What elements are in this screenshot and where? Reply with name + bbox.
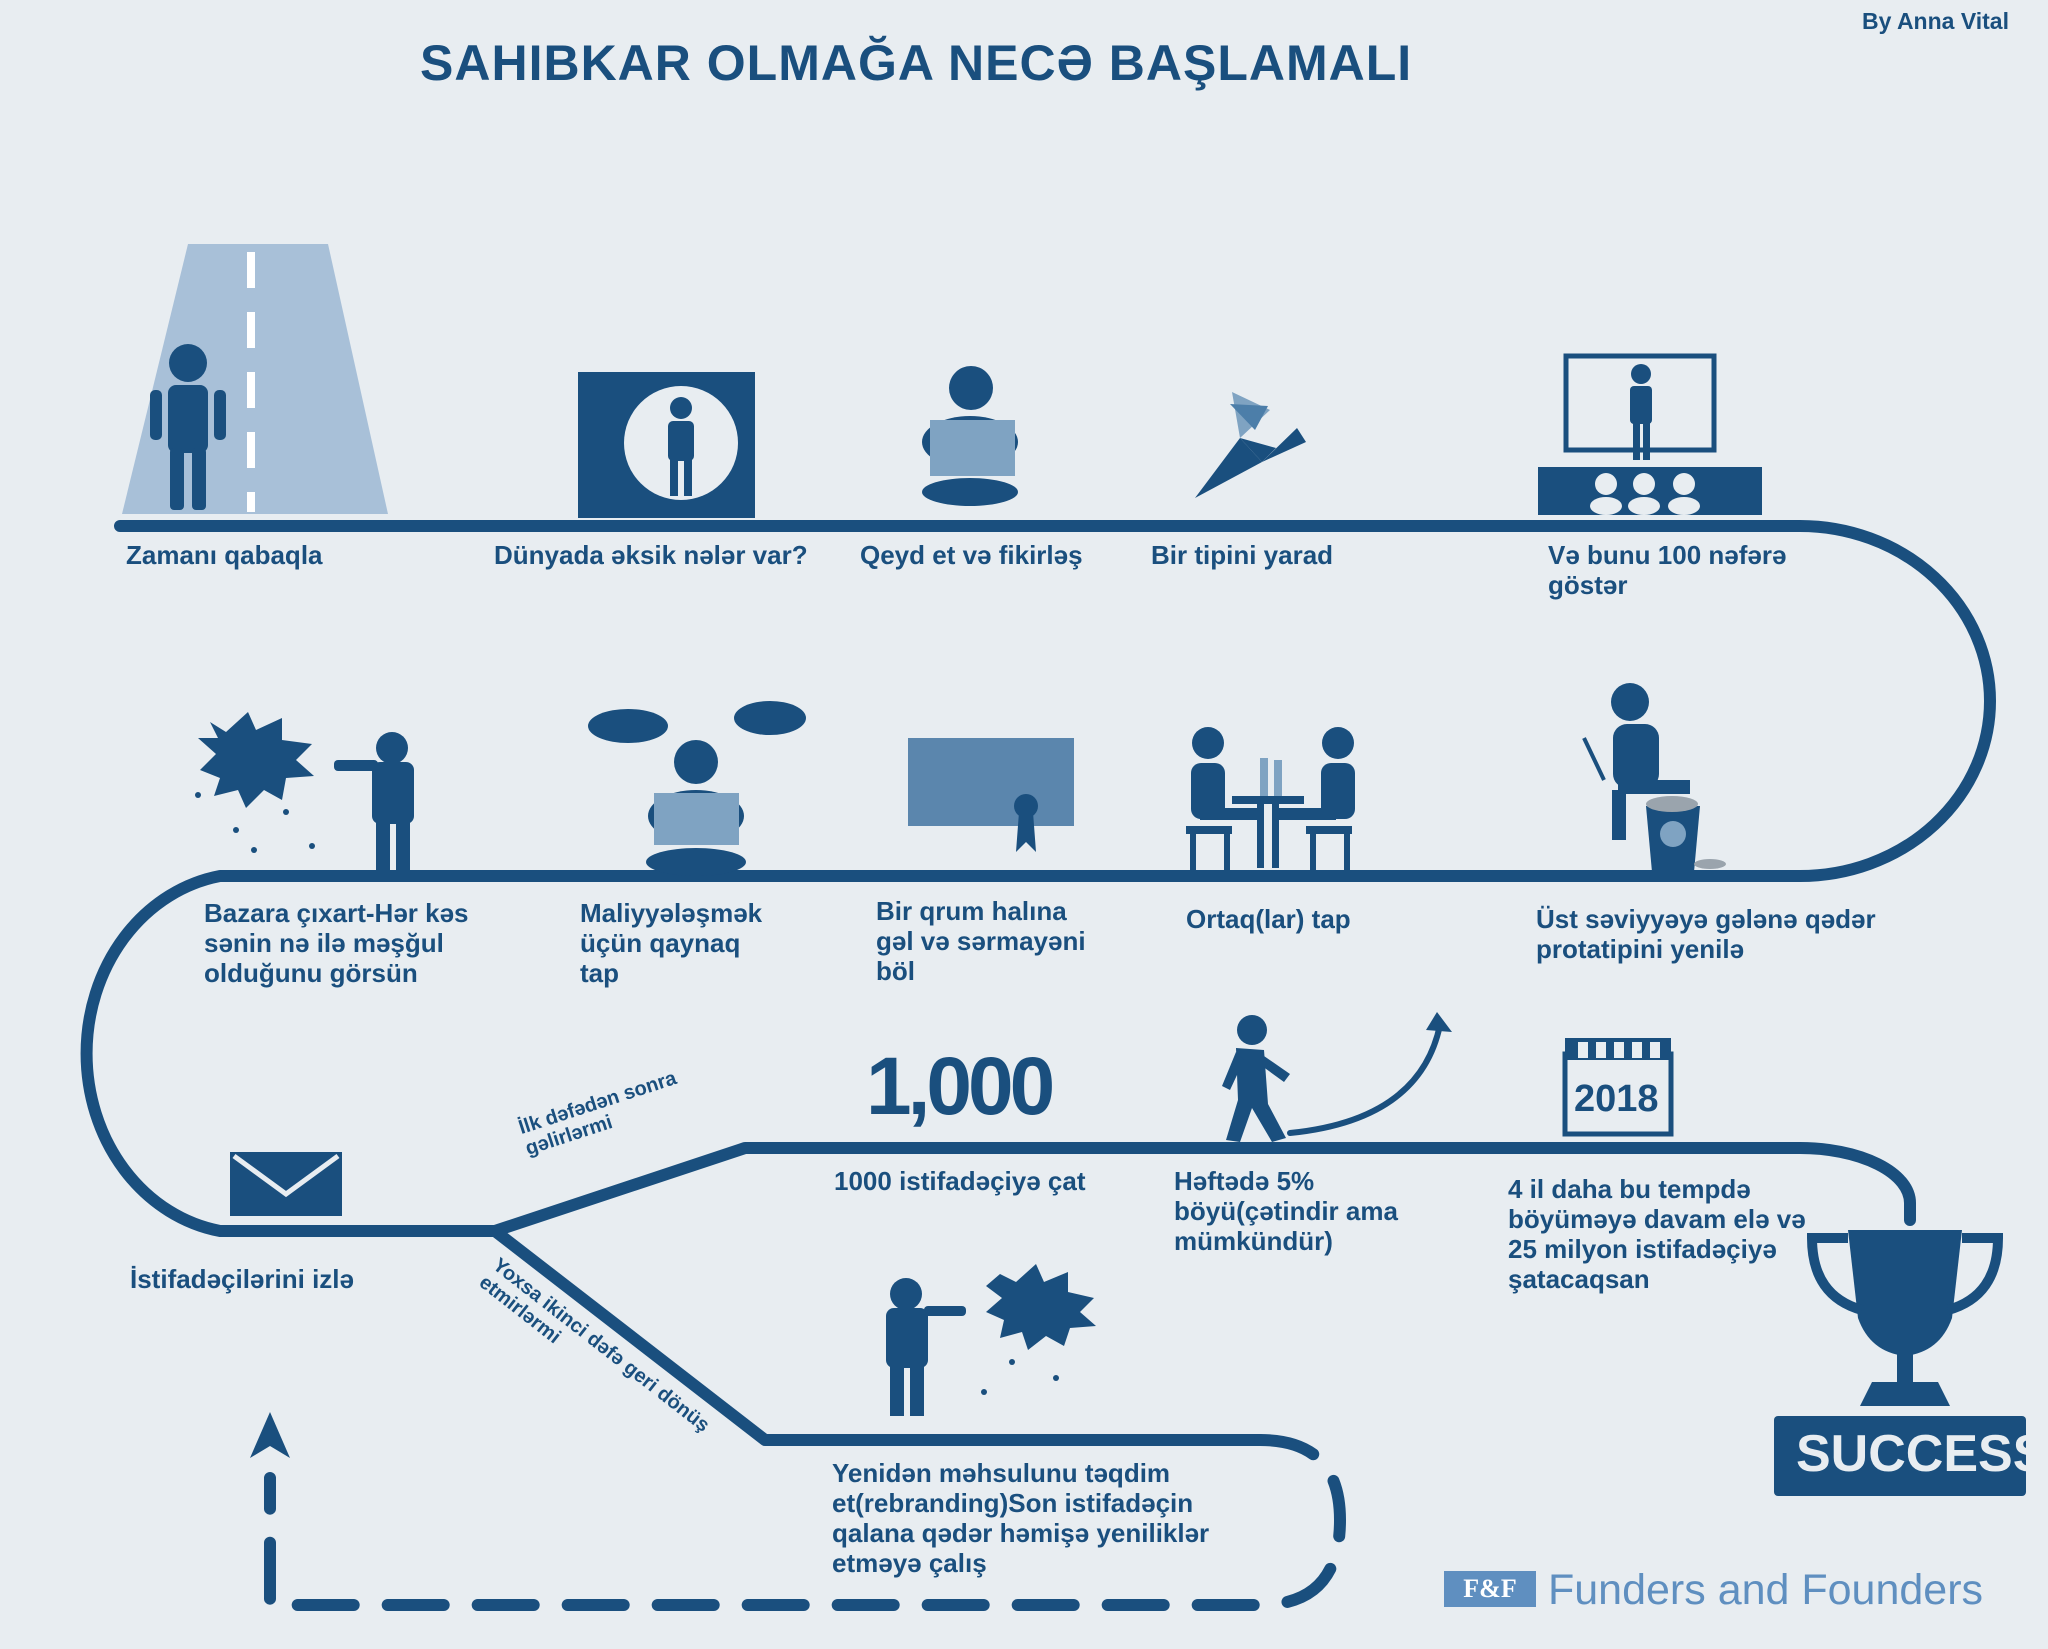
partners-table-icon xyxy=(1186,727,1355,870)
road-icon xyxy=(122,244,388,514)
growth-arrow-head-icon xyxy=(1426,1012,1452,1032)
person-laptop-icon xyxy=(922,366,1018,506)
step-2-label: Dünyada əksik nələr var? xyxy=(494,540,808,570)
step-12-label: 1000 istifadəçiyə çat xyxy=(834,1166,1086,1196)
step-4-label: Bir tipini yarad xyxy=(1151,540,1334,570)
step-14-label: 4 il daha bu tempdə böyüməyə davam elə və 25 milyon istifadəçiyə şatacaqsan xyxy=(1508,1174,1806,1294)
calendar-year: 2018 xyxy=(1574,1078,1659,1120)
explosion-pointing-person-icon-2 xyxy=(886,1264,1096,1416)
step-15-label: Yenidən məhsulunu təqdim et(rebranding)Son istifadəçin qalana qədər həmişə yeniliklər etməyə çalış xyxy=(832,1458,1210,1578)
branch-down-label: Yoxsa ikinci dəfə geri dönüş etmirlərmi xyxy=(474,1254,714,1437)
trophy-icon xyxy=(1812,1230,1998,1406)
person-recycle-bin-icon xyxy=(1584,683,1726,872)
thinking-laptop-person-icon xyxy=(588,701,806,876)
brand-name: Funders and Founders xyxy=(1548,1566,1984,1614)
growth-arrow-curve xyxy=(1290,1025,1440,1133)
branch-up-label: İlk dəfədən sonra gəlirlərmi xyxy=(516,1067,680,1160)
step-10-label: Bazara çıxart-Hər kəs sənin nə ilə məşğul olduğunu görsün xyxy=(204,898,469,988)
walking-person-icon xyxy=(1222,1015,1290,1142)
return-arrow-head-icon xyxy=(250,1412,290,1458)
envelope-icon xyxy=(230,1152,342,1216)
step-3-label: Qeyd et və fikirləş xyxy=(860,540,1083,570)
presentation-icon xyxy=(1538,356,1762,515)
step-9-label: Maliyyələşmək üçün qaynaq tap xyxy=(580,898,763,988)
step-11-label: İstifadəçilərini izlə xyxy=(130,1264,354,1294)
step-8-label: Bir qrum halına gəl və sərmayəni böl xyxy=(876,896,1086,986)
step-13-label: Həftədə 5% böyü(çətindir ama mümkündür) xyxy=(1174,1166,1398,1256)
step-7-label: Ortaq(lar) tap xyxy=(1186,904,1351,934)
branch-down-road xyxy=(495,1231,1260,1440)
author-credit: By Anna Vital xyxy=(1862,8,2009,34)
success-label: SUCCESS xyxy=(1796,1425,2048,1483)
step-6-label: Üst səviyyəyə gələnə qədər protatipini yenilə xyxy=(1536,904,1876,964)
page-title: SAHIBKAR OLMAĞA NECƏ BAŞLAMALI xyxy=(420,35,1413,91)
step-5-label: Və bunu 100 nəfərə göstər xyxy=(1548,540,1787,600)
users-1000-figure: 1,000 xyxy=(866,1041,1052,1132)
origami-bird-icon xyxy=(1195,392,1306,498)
world-frame-icon xyxy=(578,372,755,518)
step-1-label: Zamanı qabaqla xyxy=(126,540,323,570)
explosion-pointing-person-icon xyxy=(195,712,414,870)
certificate-icon xyxy=(908,738,1074,852)
funders-founders-logo: F&F xyxy=(1444,1571,1536,1607)
